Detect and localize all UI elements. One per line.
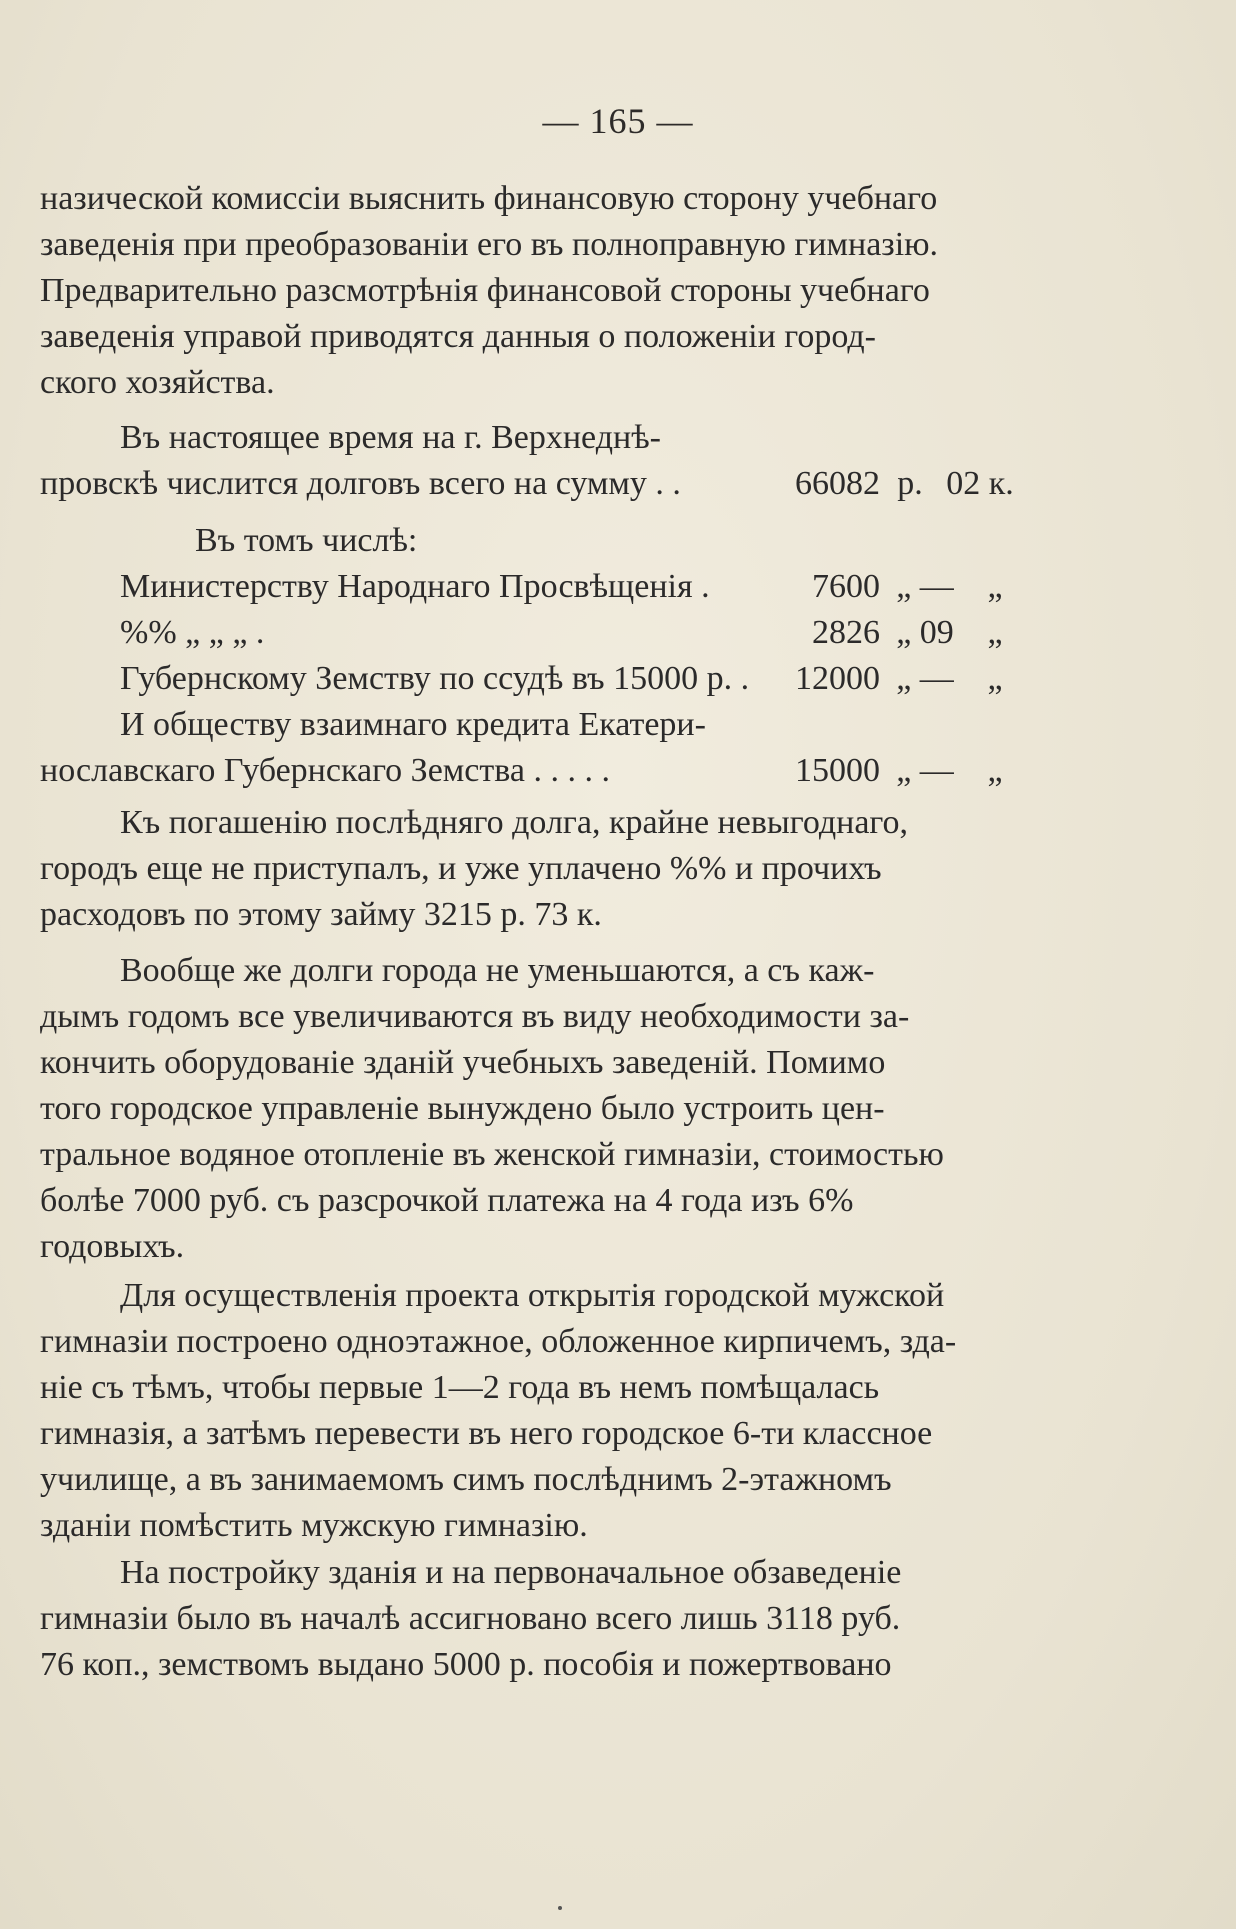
text-line: ского хозяйства. <box>40 364 275 401</box>
ledger-row <box>40 656 1020 702</box>
text-line: того городское управленіе вынуждено было устроить цен- <box>40 1090 885 1127</box>
text-line: Предварительно разсмотрѣнія финансовой стороны учебнаго <box>40 272 930 309</box>
text-line: Вообще же долги города не уменьшаются, а съ каж- <box>120 952 875 989</box>
text-line: дымъ годомъ все увеличиваются въ виду необходимости за- <box>40 998 910 1035</box>
text-line: расходовъ по этому займу 3215 р. 73 к. <box>40 896 602 933</box>
text-line: назической комиссіи выяснить финансовую сторону учебнаго <box>40 180 938 217</box>
breakdown <box>40 518 1020 794</box>
text-line: ніе съ тѣмъ, чтобы первые 1—2 года въ немъ помѣщалась <box>40 1369 880 1406</box>
text-line: заведенія управой приводятся данныя о положеніи город- <box>40 318 877 355</box>
text-line: Для осуществленія проекта открытія городской мужской <box>120 1277 945 1314</box>
paragraph-repayment <box>40 800 1020 938</box>
ledger-row <box>40 748 1020 794</box>
ledger-amount: 2826 <box>812 614 880 651</box>
text-line: тральное водяное отопленіе въ женской гимназіи, стоимостью <box>40 1136 944 1173</box>
ledger-row-total <box>40 461 1020 507</box>
text-line: годовыхъ. <box>40 1228 185 1265</box>
text-line: болѣе 7000 руб. съ разсрочкой платежа на 4 года изъ 6% <box>40 1182 854 1219</box>
text-line: И обществу взаимнаго кредита Екатери- <box>120 706 706 743</box>
ledger-unit-rub: р. <box>897 465 923 502</box>
text-line: Въ томъ числѣ: <box>195 522 418 559</box>
ledger-unit: „ <box>987 752 1003 789</box>
paragraph-opening <box>40 176 1020 406</box>
page-number: — 165 — <box>542 101 694 141</box>
text-line: кончить оборудованіе зданій учебныхъ заведеній. Помимо <box>40 1044 886 1081</box>
debt-total <box>40 415 1020 507</box>
text-line: зданіи помѣстить мужскую гимназію. <box>40 1507 588 1544</box>
text-line: Къ погашенію послѣдняго долга, крайне невыгоднаго, <box>120 804 909 841</box>
ledger-unit: „ <box>987 568 1003 605</box>
ledger-row <box>40 610 1020 656</box>
ledger-label: нославскаго Губернскаго Земства . . . . . <box>40 752 610 789</box>
text-line: гимназія, а затѣмъ перевести въ него городское 6-ти классное <box>40 1415 933 1452</box>
text-line: гимназіи было въ началѣ ассигновано всего лишь 3118 руб. <box>40 1600 901 1637</box>
text-line: заведенія при преобразованіи его въ полноправную гимназію. <box>40 226 939 263</box>
ledger-label: провскѣ числится долговъ всего на сумму . . <box>40 465 681 502</box>
text-line: гимназіи построено одноэтажное, обложенное кирпичемъ, зда- <box>40 1323 957 1360</box>
ledger-unit: „ — <box>896 568 954 605</box>
paragraph-construction <box>40 1550 1020 1688</box>
text-line: На постройку зданія и на первоначальное обзаведеніе <box>120 1554 902 1591</box>
ledger-label: Министерству Народнаго Просвѣщенія . <box>120 568 710 605</box>
ledger-unit-kop: 02 к. <box>946 465 1014 502</box>
ink-speck <box>558 1906 562 1910</box>
text-line: училище, а въ занимаемомъ симъ послѣднимъ 2-этажномъ <box>40 1461 892 1498</box>
text-line: Въ настоящее время на г. Верхнеднѣ- <box>120 419 661 456</box>
ledger-label: %% „ „ „ . <box>120 614 265 651</box>
ledger-amount: 15000 <box>795 752 880 789</box>
ledger-unit: „ <box>987 660 1003 697</box>
ledger-row <box>40 564 1020 610</box>
ledger-amount: 66082 <box>795 465 880 502</box>
text-line: 76 коп., земствомъ выдано 5000 р. пособія и пожертвовано <box>40 1646 892 1683</box>
ledger-unit: „ — <box>896 660 954 697</box>
paragraph-debts <box>40 948 1020 1270</box>
text-line: городъ еще не приступалъ, и уже уплачено %% и прочихъ <box>40 850 882 887</box>
ledger-unit: „ <box>987 614 1003 651</box>
ledger-unit: „ 09 <box>896 614 954 651</box>
ledger-amount: 12000 <box>795 660 880 697</box>
paragraph-gymnasium <box>40 1273 1020 1549</box>
ledger-unit: „ — <box>896 752 954 789</box>
ledger-amount: 7600 <box>812 568 880 605</box>
ledger-label: Губернскому Земству по ссудѣ въ 15000 р. . <box>120 660 750 697</box>
